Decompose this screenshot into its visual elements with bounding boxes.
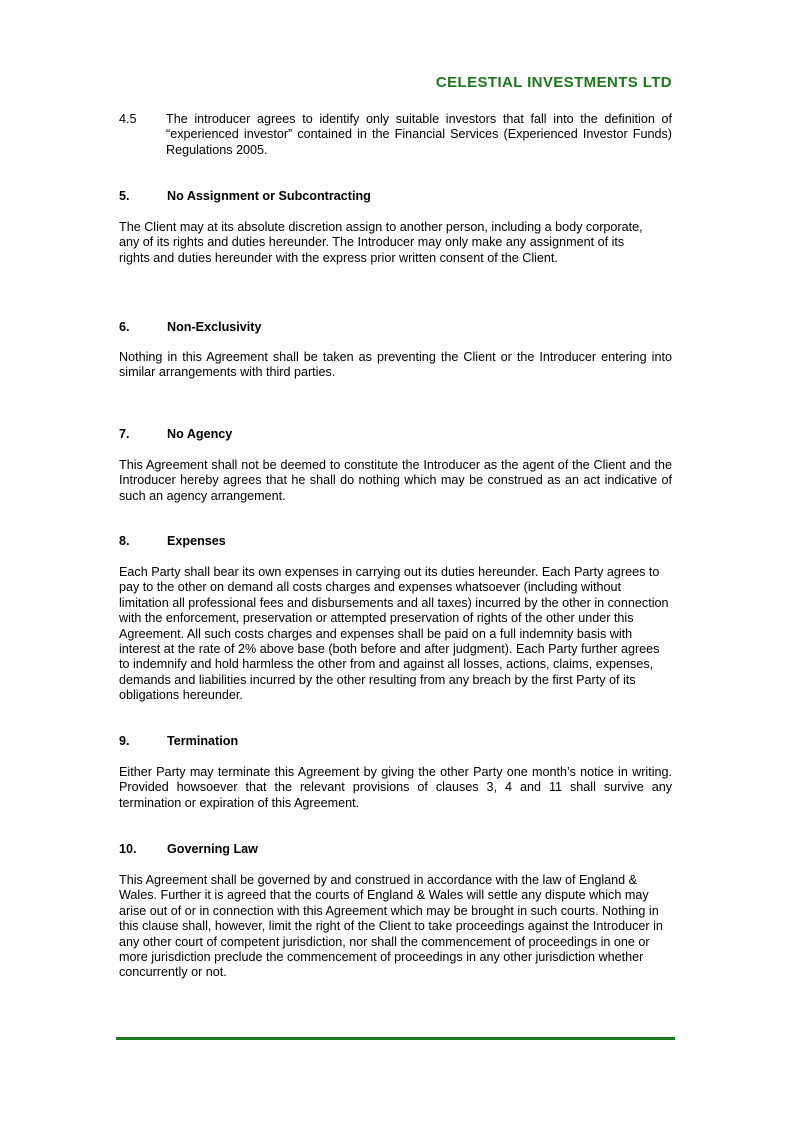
clause-number: 4.5 bbox=[119, 112, 137, 126]
section-6-heading bbox=[119, 320, 261, 334]
section-6-body: Nothing in this Agreement shall be taken as preventing the Client or the Introducer entering into similar arrangements with third parties. bbox=[119, 350, 672, 380]
section-number: 8. bbox=[119, 534, 130, 548]
clause-text: The introducer agrees to identify only suitable investors that fall into the definition of “experienced investor” contained in the Financial Services (Experienced Investor Funds) Regulations 2005. bbox=[166, 112, 672, 157]
section-8-heading bbox=[119, 534, 226, 548]
section-10-body: This Agreement shall be governed by and construed in accordance with the law of England & Wales. Further it is agreed that the courts of England & Wales will settle any dispute which may arise out of or in connection with this Agreement which may be brought in such courts. Nothing in this clause shall, however, limit the right of the Client to take proceedings against the Introducer in any other court of competent jurisdiction, nor shall the commencement of proceedings in one or more jurisdiction preclude the commencement of proceedings in any other jurisdiction whether concurrently or not. bbox=[119, 873, 663, 980]
footer-rule bbox=[116, 1037, 675, 1040]
section-number: 5. bbox=[119, 189, 130, 203]
section-9-heading bbox=[119, 734, 238, 748]
section-title: Non-Exclusivity bbox=[167, 320, 262, 334]
section-5-heading bbox=[119, 189, 371, 203]
clause-4-5 bbox=[119, 112, 672, 158]
company-name: CELESTIAL INVESTMENTS LTD bbox=[435, 74, 672, 91]
section-title: Expenses bbox=[167, 534, 226, 548]
section-number: 7. bbox=[119, 427, 130, 441]
section-7-body: This Agreement shall not be deemed to constitute the Introducer as the agent of the Client and the Introducer hereby agrees that he shall do nothing which may be construed as an act indicative of such an agency arrangement. bbox=[119, 458, 672, 503]
section-number: 10. bbox=[119, 842, 137, 856]
section-title: Governing Law bbox=[167, 842, 258, 856]
section-title: No Assignment or Subcontracting bbox=[167, 189, 371, 203]
section-8-body: Each Party shall bear its own expenses in carrying out its duties hereunder. Each Party agrees to pay to the other on demand all costs charges and expenses whatsoever (including without limitation all professional fees and disbursements and all taxes) incurred by the other in connection with the enforcement, preservation or attempted preservation of rights of the other under this Agreement. All such costs charges and expenses shall be paid on a full indemnity basis with interest at the rate of 2% above base (both before and after judgment). Each Party further agrees to indemnify and hold harmless the other from and against all losses, actions, claims, expenses, demands and liabilities incurred by the other resulting from any breach by the first Party of its obligations hereunder. bbox=[119, 565, 669, 703]
section-title: No Agency bbox=[167, 427, 233, 441]
section-number: 9. bbox=[119, 734, 130, 748]
section-10-heading bbox=[119, 842, 258, 856]
section-9-body: Either Party may terminate this Agreement by giving the other Party one month’s notice in writing. Provided howsoever that the relevant provisions of clauses 3, 4 and 11 shall survive any termination or expiration of this Agreement. bbox=[119, 765, 672, 810]
section-title: Termination bbox=[167, 734, 239, 748]
section-number: 6. bbox=[119, 320, 130, 334]
section-7-heading bbox=[119, 427, 232, 441]
section-5-body: The Client may at its absolute discretion assign to another person, including a body corporate, any of its rights and duties hereunder. The Introducer may only make any assignment of its rights and duties hereunder with the express prior written consent of the Client. bbox=[119, 220, 643, 265]
